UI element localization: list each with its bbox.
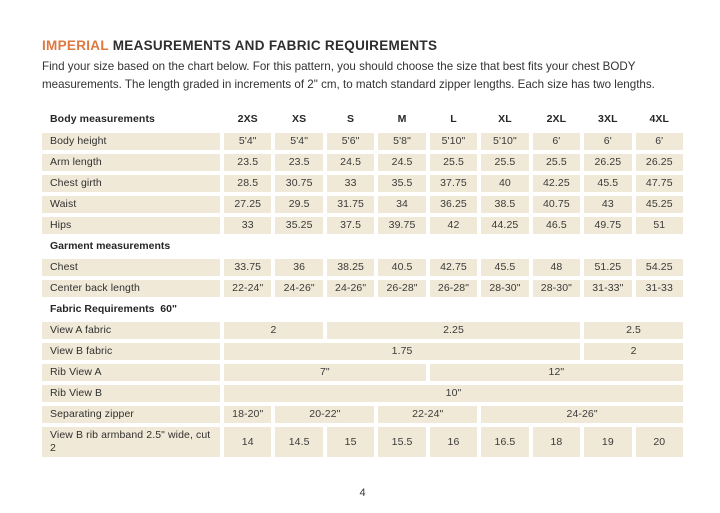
value-cell: 27.25 <box>224 196 271 213</box>
value-cell: 6' <box>636 133 683 150</box>
row-label: Rib View A <box>42 364 220 381</box>
value-cell: 22-24" <box>224 280 271 297</box>
header-size-XS: XS <box>292 113 307 126</box>
value-cell: 23.5 <box>275 154 322 171</box>
row-label: View A fabric <box>42 322 220 339</box>
value-cell: 24-26" <box>327 280 374 297</box>
value-cell: 24.5 <box>327 154 374 171</box>
value-cell: 25.5 <box>430 154 477 171</box>
header-size-2XS: 2XS <box>237 113 258 126</box>
value-cell: 18 <box>533 427 580 457</box>
value-cell: 40 <box>481 175 528 192</box>
header-label: Body measurements <box>50 113 155 126</box>
value-cell: 47.75 <box>636 175 683 192</box>
value-cell: 18-20" <box>224 406 271 423</box>
value-cell: 10" <box>224 385 683 402</box>
value-cell: 26.25 <box>636 154 683 171</box>
table-row <box>42 385 683 402</box>
row-label: Chest <box>42 259 220 276</box>
header-size-L: L <box>450 113 457 126</box>
value-cell: 33 <box>327 175 374 192</box>
value-cell: 5'4" <box>224 133 271 150</box>
value-cell: 31-33 <box>636 280 683 297</box>
value-cell: 40.5 <box>378 259 425 276</box>
page-title-rest: MEASUREMENTS AND FABRIC REQUIREMENTS <box>108 38 438 53</box>
header-size-M: M <box>397 113 407 126</box>
table-row <box>42 322 683 339</box>
value-cell: 33 <box>224 217 271 234</box>
value-cell: 49.75 <box>584 217 631 234</box>
row-label: Arm length <box>42 154 220 171</box>
table-row <box>42 259 683 276</box>
value-cell: 2.25 <box>327 322 580 339</box>
value-cell: 5'10" <box>430 133 477 150</box>
value-cell: 44.25 <box>481 217 528 234</box>
value-cell: 45.5 <box>584 175 631 192</box>
value-cell: 16 <box>430 427 477 457</box>
value-cell: 5'8" <box>378 133 425 150</box>
intro-line: measurements. The length graded in increments of 2" cm, to match standard zipper lengths. Each size has two lengths. <box>42 77 655 91</box>
row-label: Center back length <box>42 280 220 297</box>
value-cell: 20 <box>636 427 683 457</box>
row-label: Hips <box>42 217 220 234</box>
value-cell: 28-30" <box>533 280 580 297</box>
table-row <box>42 427 683 457</box>
value-cell: 38.25 <box>327 259 374 276</box>
value-cell: 5'6" <box>327 133 374 150</box>
value-cell: 36 <box>275 259 322 276</box>
value-cell: 54.25 <box>636 259 683 276</box>
value-cell: 2.5 <box>584 322 683 339</box>
value-cell: 28-30" <box>481 280 528 297</box>
row-label: Chest girth <box>42 175 220 192</box>
table-row <box>42 280 683 297</box>
row-label: Waist <box>42 196 220 213</box>
table-row <box>42 406 683 423</box>
value-cell: 51.25 <box>584 259 631 276</box>
table-row <box>42 364 683 381</box>
page-number: 4 <box>359 487 366 499</box>
value-cell: 45.25 <box>636 196 683 213</box>
value-cell: 38.5 <box>481 196 528 213</box>
row-label: View B fabric <box>42 343 220 360</box>
value-cell: 16.5 <box>481 427 528 457</box>
value-cell: 35.5 <box>378 175 425 192</box>
value-cell: 37.5 <box>327 217 374 234</box>
value-cell: 15.5 <box>378 427 425 457</box>
table-row <box>42 343 683 360</box>
value-cell: 42.25 <box>533 175 580 192</box>
value-cell: 31-33" <box>584 280 631 297</box>
value-cell: 42.75 <box>430 259 477 276</box>
value-cell: 45.5 <box>481 259 528 276</box>
value-cell: 14 <box>224 427 271 457</box>
value-cell: 19 <box>584 427 631 457</box>
value-cell: 37.75 <box>430 175 477 192</box>
value-cell: 28.5 <box>224 175 271 192</box>
row-label: Rib View B <box>42 385 220 402</box>
value-cell: 26-28" <box>430 280 477 297</box>
value-cell: 22-24" <box>378 406 477 423</box>
value-cell: 24.5 <box>378 154 425 171</box>
value-cell: 35.25 <box>275 217 322 234</box>
value-cell: 30.75 <box>275 175 322 192</box>
value-cell: 26-28" <box>378 280 425 297</box>
value-cell: 23.5 <box>224 154 271 171</box>
value-cell: 31.75 <box>327 196 374 213</box>
header-size-2XL: 2XL <box>546 113 567 126</box>
value-cell: 48 <box>533 259 580 276</box>
header-size-S: S <box>347 113 355 126</box>
value-cell: 25.5 <box>481 154 528 171</box>
value-cell: 1.75 <box>224 343 580 360</box>
row-label: View B rib armband 2.5" wide, cut 2 <box>42 427 220 457</box>
value-cell: 2 <box>584 343 683 360</box>
row-label: Separating zipper <box>42 406 220 423</box>
value-cell: 24-26" <box>275 280 322 297</box>
intro-line: Find your size based on the chart below. For this pattern, you should choose the size that best fits your chest BODY <box>42 60 636 73</box>
value-cell: 20-22" <box>275 406 374 423</box>
value-cell: 42 <box>430 217 477 234</box>
value-cell: 26.25 <box>584 154 631 171</box>
value-cell: 43 <box>584 196 631 213</box>
value-cell: 6' <box>584 133 631 150</box>
value-cell: 39.75 <box>378 217 425 234</box>
size-chart-table <box>42 111 683 457</box>
value-cell: 2 <box>224 322 323 339</box>
row-label: Body height <box>42 133 220 150</box>
value-cell: 7" <box>224 364 426 381</box>
header-size-3XL: 3XL <box>598 113 618 126</box>
table-header-row <box>42 111 683 128</box>
value-cell: 40.75 <box>533 196 580 213</box>
value-cell: 34 <box>378 196 425 213</box>
table-row <box>42 217 683 234</box>
table-row <box>42 154 683 171</box>
value-cell: 14.5 <box>275 427 322 457</box>
section-header: Fabric Requirements 60" <box>50 303 177 316</box>
intro-paragraph <box>42 58 683 94</box>
value-cell: 6' <box>533 133 580 150</box>
table-row <box>42 133 683 150</box>
value-cell: 29.5 <box>275 196 322 213</box>
value-cell: 25.5 <box>533 154 580 171</box>
table-row <box>42 175 683 192</box>
table-row <box>42 196 683 213</box>
header-size-XL: XL <box>498 113 512 126</box>
value-cell: 46.5 <box>533 217 580 234</box>
value-cell: 5'10" <box>481 133 528 150</box>
value-cell: 33.75 <box>224 259 271 276</box>
value-cell: 24-26" <box>481 406 683 423</box>
page-title-accent: IMPERIAL <box>42 38 109 53</box>
value-cell: 51 <box>636 217 683 234</box>
value-cell: 12" <box>430 364 683 381</box>
section-header: Garment measurements <box>50 240 171 253</box>
value-cell: 36.25 <box>430 196 477 213</box>
value-cell: 5'4" <box>275 133 322 150</box>
value-cell: 15 <box>327 427 374 457</box>
page-title <box>42 38 683 53</box>
header-size-4XL: 4XL <box>649 113 670 126</box>
